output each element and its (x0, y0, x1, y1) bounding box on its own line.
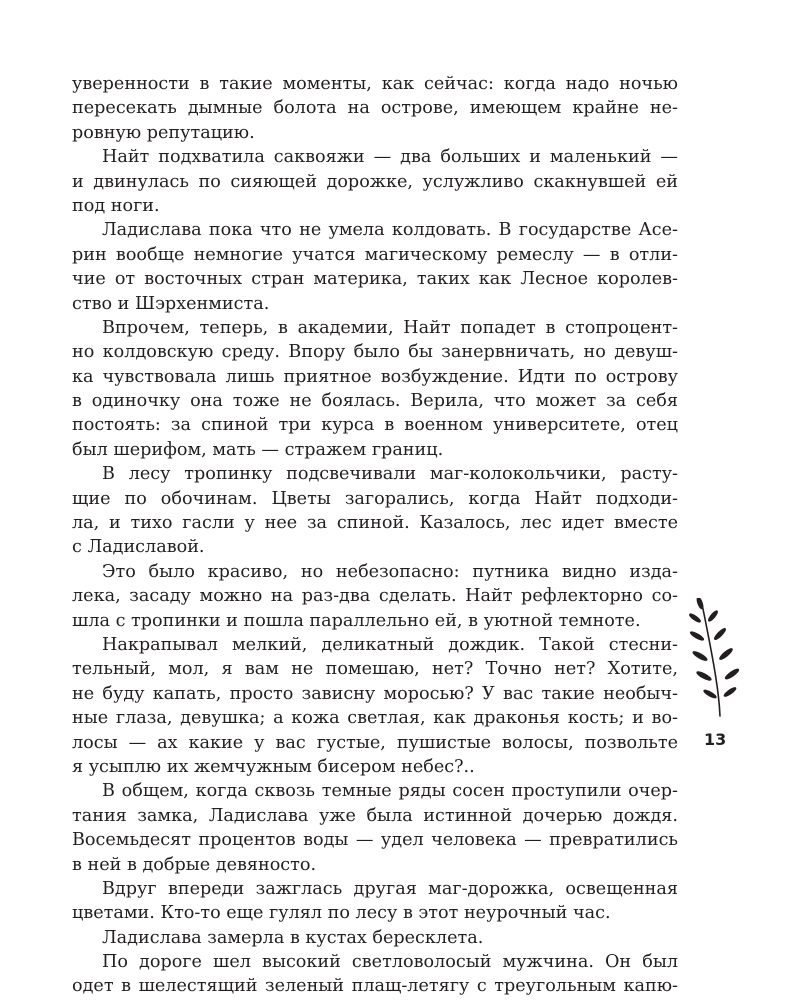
text-line: в одиночку она тоже не боялась. Верила, что может за себя (72, 391, 678, 412)
text-line: ство и Шэрхенмиста. (72, 293, 270, 314)
text-line: ла, и тихо гасли у нее за спиной. Казалось, лес идет вместе (72, 513, 678, 534)
text-line: По дороге шел высокий светловолосый мужчина. Он был (102, 952, 678, 973)
text-line: чие от восточных стран материка, таких как Лесное королев- (72, 269, 678, 290)
text-line: Найт подхватила саквояжи — два больших и маленький — (102, 147, 678, 168)
text-line: ровную репутацию. (72, 122, 255, 143)
text-line: уверенности в такие моменты, как сейчас: когда надо ночью (72, 74, 678, 94)
text-line: под ноги. (72, 195, 160, 216)
text-line: в ней в добрые девяносто. (72, 854, 317, 875)
text-line: В общем, когда сквозь темные ряды сосен проступили очер- (102, 781, 678, 802)
page-text (72, 72, 678, 999)
text-line: лека, засаду можно на раз-два сделать. Найт рефлекторно со- (72, 586, 678, 607)
text-line: Восемьдесят процентов воды — удел человека — превратились (72, 830, 678, 851)
text-line: щие по обочинам. Цветы загорались, когда Найт подходи- (72, 488, 678, 509)
leaf-sprig-icon (688, 598, 748, 718)
text-line: цветами. Кто-то еще гулял по лесу в этот неурочный час. (72, 903, 611, 924)
text-line: я усыплю их жемчужным бисером небес?.. (72, 756, 475, 777)
text-line: Вдруг впереди зажглась другая маг-дорожка, освещенная (102, 878, 678, 899)
text-line: ка чувствовала лишь приятное возбуждение. Идти по острову (72, 366, 678, 387)
text-line: Ладислава пока что не умела колдовать. В государстве Асе- (102, 220, 678, 241)
text-line: тельный, мол, я вам не помешаю, нет? Точно нет? Хотите, (72, 659, 678, 680)
text-line: Ладислава замерла в кустах бересклета. (102, 927, 484, 948)
text-line: лосы — ах какие у вас густые, пушистые волосы, позвольте (72, 732, 678, 753)
text-line: и двинулась по сияющей дорожке, услужливо скакнувшей ей (72, 171, 678, 192)
text-line: Это было красиво, но небезопасно: путника видно изда- (102, 561, 678, 582)
text-line: не буду капать, просто зависну моросью? У вас такие необыч- (72, 683, 678, 704)
text-line: шла с тропинки и пошла параллельно ей, в уютной темноте. (72, 610, 641, 631)
text-line: пересекать дымные болота на острове, имеющем крайне не- (72, 98, 678, 119)
text-line: постоять: за спиной три курса в военном университете, отец (72, 415, 678, 436)
text-line: с Ладиславой. (72, 537, 205, 558)
text-line: В лесу тропинку подсвечивали маг-колокольчики, расту- (102, 464, 678, 485)
page-number: 13 (704, 730, 727, 749)
text-line: тания замка, Ладислава уже была истинной дочерью дождя. (72, 805, 678, 826)
text-line: был шерифом, мать — стражем границ. (72, 439, 444, 460)
text-line: ные глаза, девушка; а кожа светлая, как драконья кость; и во- (72, 708, 678, 729)
text-line: Накрапывал мелкий, деликатный дождик. Такой стесни- (102, 634, 678, 655)
text-line: одет в шелестящий зеленый плащ-летягу с треугольным капю- (72, 976, 678, 997)
text-line: рин вообще немногие учатся магическому ремеслу — в отли- (72, 244, 678, 265)
text-line: Впрочем, теперь, в академии, Найт попадет в стопроцент- (102, 317, 678, 338)
text-line: но колдовскую среду. Впору было бы занервничать, но девуш- (72, 342, 678, 363)
